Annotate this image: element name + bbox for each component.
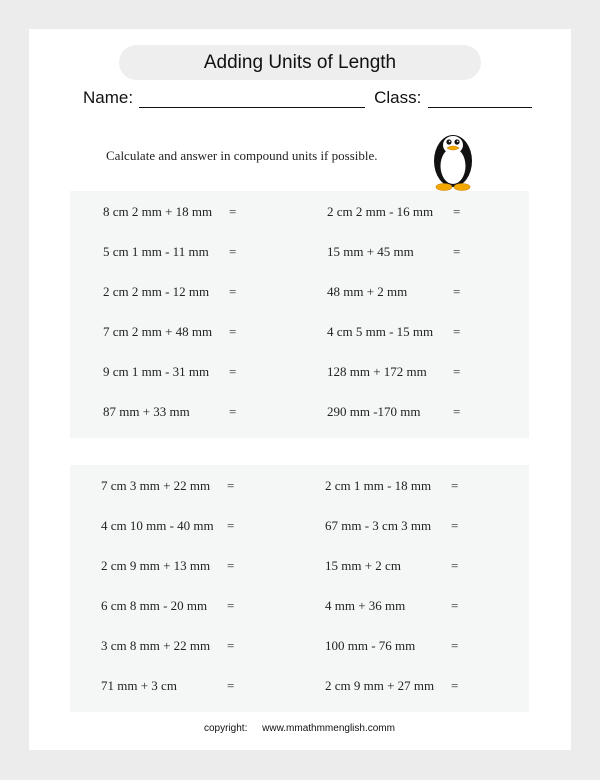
footer [204,723,395,734]
problem-left: 4 cm 10 mm - 40 mm [101,518,214,533]
problem-left: 9 cm 1 mm - 31 mm [103,364,210,379]
equals-sign: = [229,324,237,339]
worksheet-title [119,45,481,80]
problem-right: 67 mm - 3 cm 3 mm [325,518,432,533]
equals-sign: = [227,678,235,693]
problem-row [70,518,529,538]
problem-row [70,598,529,618]
problem-right: 2 cm 1 mm - 18 mm [325,478,432,493]
problem-left: 3 cm 8 mm + 22 mm [101,638,211,653]
problem-row [70,478,529,498]
equals-sign: = [453,324,461,339]
equals-sign: = [229,204,237,219]
title-text: Adding Units of Length [203,51,397,73]
problem-panel-2 [70,465,529,712]
equals-sign: = [227,558,235,573]
problem-row [70,284,529,304]
equals-sign: = [451,518,459,533]
equals-sign: = [451,678,459,693]
problem-row [70,558,529,578]
problem-right: 2 cm 9 mm + 27 mm [325,678,435,693]
problem-row [70,678,529,698]
problem-left: 6 cm 8 mm - 20 mm [101,598,208,613]
problem-right: 2 cm 2 mm - 16 mm [327,204,434,219]
instructions: Calculate and answer in compound units if possible. [106,148,378,163]
problem-row [70,404,529,424]
equals-sign: = [227,638,235,653]
problem-right: 4 mm + 36 mm [325,598,406,613]
problem-right: 128 mm + 172 mm [327,364,427,379]
name-blank-line [139,90,365,108]
problem-right: 100 mm - 76 mm [325,638,416,653]
equals-sign: = [229,364,237,379]
problem-row [70,324,529,344]
problem-right: 15 mm + 45 mm [327,244,414,259]
equals-sign: = [229,404,237,419]
copyright-label: copyright: [204,723,248,734]
equals-sign: = [451,558,459,573]
equals-sign: = [451,598,459,613]
class-label: Class: [374,88,422,107]
problem-row [70,244,529,264]
problem-left: 2 cm 2 mm - 12 mm [103,284,210,299]
problem-panel-1 [70,191,529,438]
problem-right: 15 mm + 2 cm [325,558,401,573]
equals-sign: = [451,638,459,653]
equals-sign: = [229,244,237,259]
equals-sign: = [453,364,461,379]
equals-sign: = [453,244,461,259]
problem-left: 7 cm 2 mm + 48 mm [103,324,213,339]
equals-sign: = [227,518,235,533]
problem-left: 5 cm 1 mm - 11 mm [103,244,209,259]
equals-sign: = [227,598,235,613]
problem-left: 7 cm 3 mm + 22 mm [101,478,211,493]
penguin-icon [428,125,478,191]
problem-left: 8 cm 2 mm + 18 mm [103,204,213,219]
problem-left: 71 mm + 3 cm [101,678,177,693]
site-url: www.mmathmmenglish.comm [262,723,395,734]
equals-sign: = [453,404,461,419]
class-blank-line [428,90,532,108]
problem-row [70,204,529,224]
name-class-row [83,88,532,108]
problem-right: 4 cm 5 mm - 15 mm [327,324,434,339]
equals-sign: = [453,204,461,219]
worksheet-page [29,29,571,750]
equals-sign: = [451,478,459,493]
problem-row [70,364,529,384]
problem-left: 87 mm + 33 mm [103,404,190,419]
equals-sign: = [227,478,235,493]
problem-right: 48 mm + 2 mm [327,284,408,299]
problem-row [70,638,529,658]
equals-sign: = [229,284,237,299]
problem-left: 2 cm 9 mm + 13 mm [101,558,211,573]
name-label: Name: [83,88,134,107]
problem-right: 290 mm -170 mm [327,404,421,419]
equals-sign: = [453,284,461,299]
